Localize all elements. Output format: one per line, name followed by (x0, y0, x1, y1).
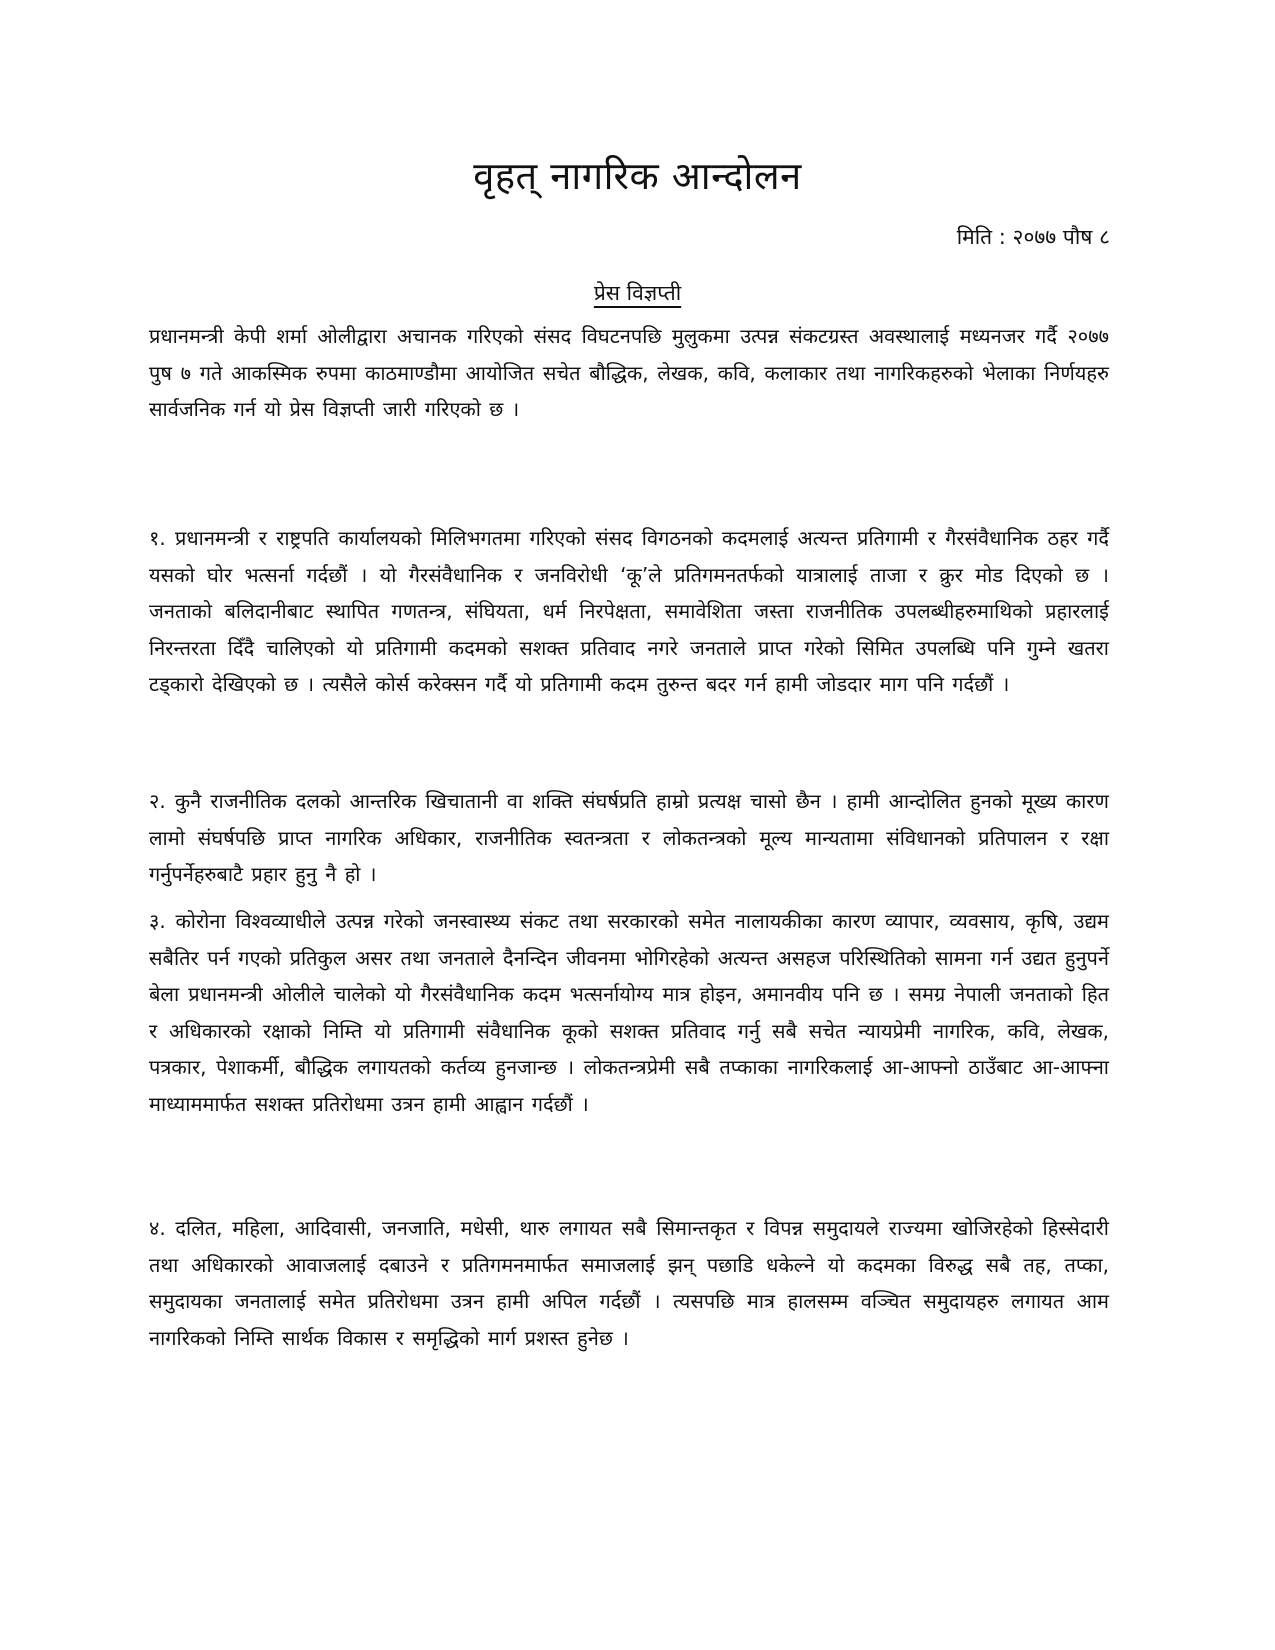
press-release-heading (0, 278, 1275, 308)
paragraph-3: ३. कोरोना विश्वव्याधीले उत्पन्न गरेको जनस्वास्थ्य संकट तथा सरकारको समेत नालायकीका कारण व्यापार, व्यवसाय, कृषि, उद्यम सबैतिर पर्न गएको प्रतिकुल असर तथा जनताले दैनन्दिन जीवनमा भोगिरहेको अत्यन्त असहज परिस्थितिको सामना गर्न उद्यत हुनुपर्ने बेला प्रधानमन्त्री ओलीले चालेको यो गैरसंवैधानिक कदम भत्सर्नायोग्य मात्र होइन, अमानवीय पनि छ । समग्र नेपाली जनताको हित र अधिकारको रक्षाको निम्ति यो प्रतिगामी संवैधानिक कूको सशक्त प्रतिवाद गर्नु सबै सचेत न्यायप्रेमी नागरिक, कवि, लेखक, पत्रकार, पेशाकर्मी, बौद्धिक लगायतको कर्तव्य हुनजान्छ । लोकतन्त्रप्रेमी सबै तप्काका नागरिकलाई आ-आफ्नो ठाउँबाट आ-आफ्ना माध्याममार्फत सशक्त प्रतिरोधमा उत्रन हामी आह्वान गर्दछौं । (149, 909, 1109, 1116)
document-date: मिति : २०७७ पौष ८ (956, 225, 1110, 249)
paragraph-2: २. कुनै राजनीतिक दलको आन्तरिक खिचातानी वा शक्ति संघर्षप्रति हाम्रो प्रत्यक्ष चासो छैन । हामी आन्दोलित हुनको मूख्य कारण लामो संघर्षपछि प्राप्त नागरिक अधिकार, राजनीतिक स्वतन्त्रता र लोकतन्त्रको मूल्य मान्यतामा संविधानको प्रतिपालन र रक्षा गर्नुपर्नेहरुबाटै प्रहार हुनु नै हो । (149, 789, 1109, 887)
paragraph-1: १. प्रधानमन्त्री र राष्ट्रपति कार्यालयको मिलिभगतमा गरिएको संसद विगठनको कदमलाई अत्यन्त प्रतिगामी र गैरसंवैधानिक ठहर गर्दै यसको घोर भत्सर्ना गर्दछौं । यो गैरसंवैधानिक र जनविरोधी ‘कू’ले प्रतिगमनतर्फको यात्रालाई ताजा र क्रुर मोड दिएको छ । जनताको बलिदानीबाट स्थापित गणतन्त्र, संघियता, धर्म निरपेक्षता, समावेशिता जस्ता राजनीतिक उपलब्धीहरुमाथिको प्रहारलाई निरन्तरता दिँदै चालिएको यो प्रतिगामी कदमको सशक्त प्रतिवाद नगरे जनताले प्राप्त गरेको सिमित उपलब्धि पनि गुम्ने खतरा टड्कारो देखिएको छ । त्यसैले कोर्स करेक्सन गर्दै यो प्रतिगामी कदम तुरुन्त बदर गर्न हामी जोडदार माग पनि गर्दछौं । (149, 526, 1109, 697)
paragraph-4: ४. दलित, महिला, आदिवासी, जनजाति, मधेसी, थारु लगायत सबै सिमान्तकृत र विपन्न समुदायले राज्यमा खोजिरहेको हिस्सेदारी तथा अधिकारको आवाजलाई दबाउने र प्रतिगमनमार्फत समाजलाई झन् पछाडि धकेल्ने यो कदमका विरुद्ध सबै तह, तप्का, समुदायका जनतालाई समेत प्रतिरोधमा उत्रन हामी अपिल गर्दछौं । त्यसपछि मात्र हालसम्म वञ्चित समुदायहरु लगायत आम नागरिकको निम्ति सार्थक विकास र समृद्धिको मार्ग प्रशस्त हुनेछ । (149, 1216, 1109, 1350)
intro-paragraph: प्रधानमन्त्री केपी शर्मा ओलीद्वारा अचानक गरिएको संसद विघटनपछि मुलुकमा उत्पन्न संकटग्रस्त अवस्थालाई मध्यनजर गर्दै २०७७ पुष ७ गते आकस्मिक रुपमा काठमाण्डौमा आयोजित सचेत बौद्धिक, लेखक, कवि, कलाकार तथा नागरिकहरुको भेलाका निर्णयहरु सार्वजनिक गर्न यो प्रेस विज्ञप्ती जारी गरिएको छ । (149, 324, 1109, 422)
press-release-heading-text: प्रेस विज्ञप्ती (593, 281, 682, 305)
document-title: वृहत् नागरिक आन्दोलन (473, 154, 802, 198)
